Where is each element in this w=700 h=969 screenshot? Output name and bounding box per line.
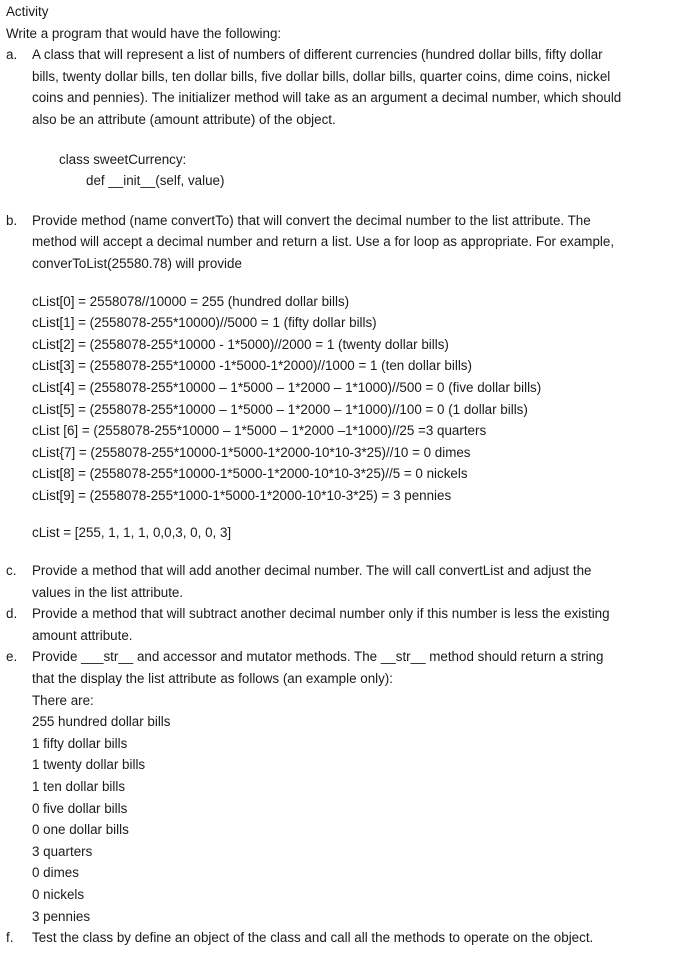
- calc-line-6: cList [6] = (2558078-255*10000 – 1*5000 – 1*2000 –1*1000)//25 =3 quarters: [32, 423, 487, 439]
- item-b-marker: b.: [6, 212, 18, 228]
- sample-line-0: There are:: [32, 692, 94, 708]
- sample-line-6: 0 one dollar bills: [32, 822, 129, 838]
- item-a-line-4: also be an attribute (amount attribute) of the object.: [32, 111, 336, 127]
- item-b-line-3: converToList(25580.78) will provide: [32, 255, 242, 271]
- calc-line-2: cList[2] = (2558078-255*10000 - 1*5000)//2000 = 1 (twenty dollar bills): [32, 336, 449, 352]
- item-e-marker: e.: [6, 649, 18, 665]
- item-e-line-1: Provide ___str__ and accessor and mutator methods. The __str__ method should return a string: [32, 649, 604, 665]
- sample-line-8: 0 dimes: [32, 865, 79, 881]
- item-c-line-2: values in the list attribute.: [32, 584, 184, 600]
- clist-result: cList = [255, 1, 1, 1, 0,0,3, 0, 0, 3]: [32, 525, 232, 541]
- sample-line-4: 1 ten dollar bills: [32, 779, 126, 794]
- item-d-marker: d.: [6, 606, 18, 622]
- calc-line-3: cList[3] = (2558078-255*10000 -1*5000-1*2000)//1000 = 1 (ten dollar bills): [32, 358, 472, 374]
- item-e: [6, 646, 696, 927]
- str-sample-output: [32, 690, 696, 928]
- item-a: [6, 44, 696, 130]
- item-f: [6, 927, 696, 949]
- item-d-line-2: amount attribute.: [32, 627, 133, 643]
- item-b-line-2: method will accept a decimal number and return a list. Use a for loop as appropriate. For example,: [32, 234, 615, 250]
- item-c-line-1: Provide a method that will add another decimal number. The will call convertList and adjust the: [32, 563, 592, 579]
- item-f-line-1: Test the class by define an object of the class and call all the methods to operate on the object.: [32, 930, 594, 946]
- sample-line-9: 0 nickels: [32, 886, 85, 902]
- code-init-signature: def __init__(self, value): [86, 173, 225, 189]
- item-f-marker: f.: [6, 930, 14, 946]
- item-b-line-1: Provide method (name convertTo) that will convert the decimal number to the list attribute. The: [32, 212, 591, 228]
- sample-line-3: 1 twenty dollar bills: [32, 757, 146, 773]
- item-d-line-1: Provide a method that will subtract another decimal number only if this number is less the existing: [32, 606, 610, 622]
- calc-line-0: cList[0] = 2558078//10000 = 255 (hundred dollar bills): [32, 293, 350, 309]
- code-class-declaration: class sweetCurrency:: [59, 151, 187, 167]
- item-a-line-3: coins and pennies). The initializer method will take as an argument a decimal number, which should: [32, 90, 622, 106]
- item-a-marker: a.: [6, 47, 18, 63]
- item-b: [6, 210, 696, 275]
- item-c-marker: c.: [6, 563, 17, 579]
- document: [6, 1, 696, 949]
- doc-title: Activity: [6, 4, 49, 19]
- calc-line-8: cList[8] = (2558078-255*10000-1*5000-1*2000-10*10-3*25)//5 = 0 nickels: [32, 466, 468, 482]
- calc-line-1: cList[1] = (2558078-255*10000)//5000 = 1 (fifty dollar bills): [32, 315, 377, 331]
- sample-line-7: 3 quarters: [32, 843, 93, 859]
- item-a-line-1: A class that will represent a list of numbers of different currencies (hundred dollar bills, fifty dollar: [32, 47, 603, 63]
- calc-line-9: cList[9] = (2558078-255*1000-1*5000-1*2000-10*10-3*25) = 3 pennies: [32, 487, 452, 503]
- item-e-line-2: that the display the list attribute as follows (an example only):: [32, 671, 393, 687]
- calc-line-5: cList[5] = (2558078-255*10000 – 1*5000 – 1*2000 – 1*1000)//100 = 0 (1 dollar bills): [32, 401, 528, 417]
- sample-line-10: 3 pennies: [32, 908, 91, 924]
- calc-line-7: cList{7] = (2558078-255*10000-1*5000-1*2000-10*10-3*25)//10 = 0 dimes: [32, 444, 471, 460]
- item-a-line-2: bills, twenty dollar bills, ten dollar bills, five dollar bills, dollar bills, quarter coins, dime coins, nickel: [32, 68, 611, 84]
- sample-line-1: 255 hundred dollar bills: [32, 714, 171, 730]
- item-c: [6, 560, 696, 603]
- conversion-calculations: [6, 291, 696, 545]
- calc-line-4: cList[4] = (2558078-255*10000 – 1*5000 – 1*2000 – 1*1000)//500 = 0 (five dollar bills): [32, 379, 542, 395]
- item-d: [6, 603, 696, 646]
- doc-intro: Write a program that would have the following:: [6, 25, 282, 41]
- sample-line-2: 1 fifty dollar bills: [32, 735, 128, 751]
- sample-line-5: 0 five dollar bills: [32, 800, 128, 816]
